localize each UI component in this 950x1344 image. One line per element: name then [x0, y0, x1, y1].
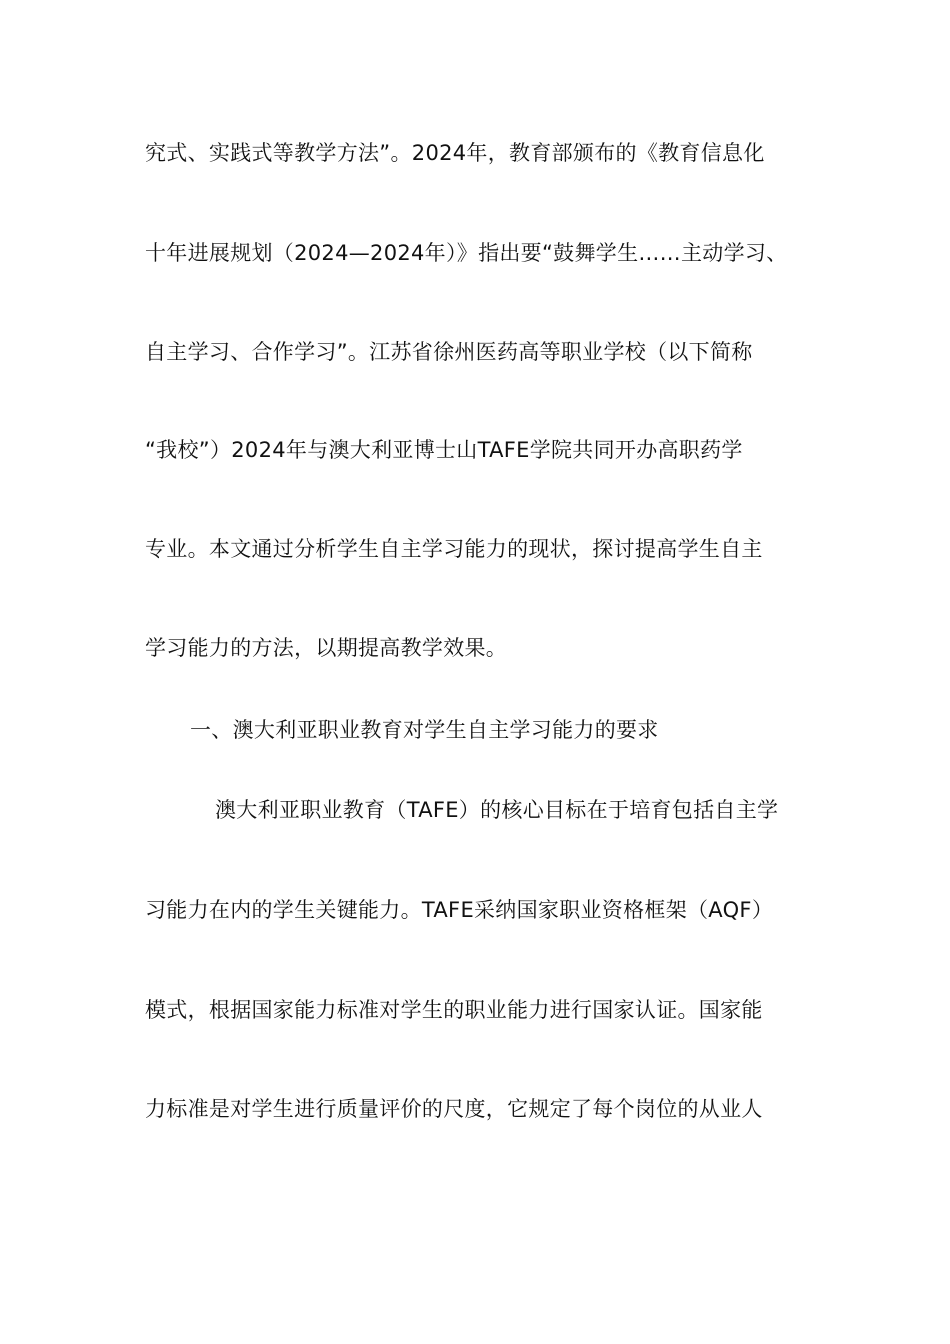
paragraph2-line-1: 澳大利亚职业教育（TAFE）的核心目标在于培育包括自主学	[215, 798, 779, 822]
paragraph-line-6: 学习能力的方法，以期提高教学效果。	[145, 636, 508, 660]
paragraph2-line-3: 模式，根据国家能力标准对学生的职业能力进行国家认证。国家能	[145, 998, 763, 1022]
paragraph-line-2: 十年进展规划（2024—2024年）》指出要“鼓舞学生……主动学习、	[145, 241, 788, 265]
paragraph2-line-2: 习能力在内的学生关键能力。TAFE采纳国家职业资格框架（AQF）	[145, 898, 774, 922]
paragraph-line-1: 究式、实践式等教学方法”。2024年，教育部颁布的《教育信息化	[145, 141, 765, 165]
paragraph2-line-4: 力标准是对学生进行质量评价的尺度，它规定了每个岗位的从业人	[145, 1097, 763, 1121]
paragraph-line-5: 专业。本文通过分析学生自主学习能力的现状，探讨提高学生自主	[145, 537, 763, 561]
paragraph-line-3: 自主学习、合作学习”。江苏省徐州医药高等职业学校（以下简称	[145, 340, 753, 364]
section-heading: 一、澳大利亚职业教育对学生自主学习能力的要求	[190, 718, 659, 742]
paragraph-line-4: “我校”）2024年与澳大利亚博士山TAFE学院共同开办高职药学	[145, 438, 743, 462]
